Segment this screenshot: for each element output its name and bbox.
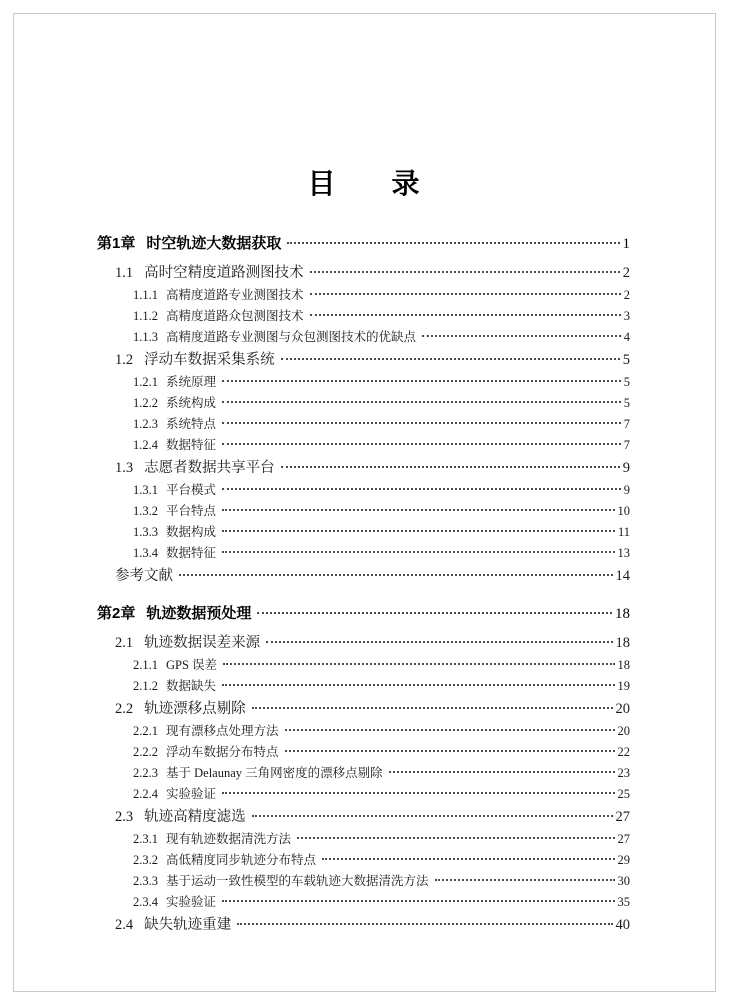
toc-entry-label — [133, 393, 216, 414]
toc-entry-label — [133, 655, 217, 676]
toc-entry-title: 数据特征 — [166, 438, 217, 452]
toc-entry-title: 实验验证 — [166, 787, 217, 801]
toc-entry-number: 第2章 — [97, 605, 136, 622]
dot-leader — [222, 684, 614, 686]
toc-row — [97, 850, 630, 871]
toc-entry-title: 实验验证 — [166, 895, 217, 909]
page-title: 目 录 — [307, 168, 420, 199]
dot-leader — [222, 422, 621, 424]
toc-entry-title: 数据特征 — [166, 546, 217, 560]
toc-entry-page: 30 — [617, 874, 630, 888]
dot-leader — [222, 488, 621, 490]
toc-row — [97, 721, 630, 742]
toc-entry-number: 1.1 — [115, 265, 134, 281]
toc-entry-page: 3 — [623, 309, 630, 323]
toc-entry-number: 2.2.4 — [133, 787, 158, 801]
toc-entry-label — [133, 372, 216, 393]
toc-row — [97, 285, 630, 306]
toc-entry-page: 18 — [615, 606, 630, 622]
toc-entry-label — [133, 522, 216, 543]
toc-entry-page: 7 — [623, 438, 630, 452]
toc-entry-number: 2.2.1 — [133, 724, 158, 738]
toc-entry-label — [133, 721, 279, 742]
dot-leader — [252, 707, 613, 709]
toc-entry-title: 现有漂移点处理方法 — [166, 724, 279, 738]
dot-leader — [297, 837, 614, 839]
toc-entry-label — [133, 763, 383, 784]
toc-entry-page: 23 — [617, 766, 630, 780]
toc-entry-number: 1.3.1 — [133, 483, 158, 497]
toc-row — [97, 913, 630, 937]
toc-entry-number: 1.2 — [115, 352, 134, 368]
toc-entry-page: 4 — [623, 330, 630, 344]
toc-entry-label — [115, 631, 260, 655]
toc-entry-page: 25 — [617, 787, 630, 801]
toc-entry-title: 高时空精度道路测图技术 — [144, 265, 304, 281]
dot-leader — [222, 509, 614, 511]
toc-entry-label — [133, 742, 279, 763]
toc-entry-label — [133, 285, 304, 306]
toc-entry-label — [115, 913, 231, 937]
dot-leader — [252, 815, 613, 817]
toc-entry-label — [133, 676, 216, 697]
toc-entry-label — [133, 480, 216, 501]
toc-entry-title: GPS 误差 — [166, 658, 218, 672]
toc-row — [97, 631, 630, 655]
toc-row — [97, 829, 630, 850]
dot-leader — [322, 858, 614, 860]
dot-leader — [222, 551, 614, 553]
toc-entry-number: 2.3.4 — [133, 895, 158, 909]
toc-entry-number: 2.3.2 — [133, 853, 158, 867]
toc-entry-label — [133, 543, 216, 564]
dot-leader — [222, 792, 614, 794]
toc-entry-label — [133, 892, 216, 913]
dot-leader — [257, 612, 612, 614]
toc-row — [97, 564, 630, 588]
toc-entry-number: 2.2 — [115, 701, 134, 717]
toc-entry-label — [115, 456, 275, 480]
toc-entry-page: 27 — [617, 832, 630, 846]
toc-row — [97, 261, 630, 285]
toc-row — [97, 414, 630, 435]
dot-leader — [310, 271, 620, 273]
toc-list — [97, 232, 630, 937]
toc-entry-label — [115, 805, 246, 829]
toc-entry-page: 5 — [623, 375, 630, 389]
dot-leader — [281, 466, 620, 468]
dot-leader — [222, 443, 621, 445]
toc-entry-number: 2.2.2 — [133, 745, 158, 759]
toc-entry-title: 轨迹漂移点剔除 — [144, 701, 246, 717]
toc-entry-label — [133, 829, 291, 850]
toc-entry-number: 1.2.3 — [133, 417, 158, 431]
toc-entry-title: 基于 Delaunay 三角网密度的漂移点剔除 — [166, 766, 383, 780]
toc-entry-page: 22 — [617, 745, 630, 759]
toc-entry-title: 高精度道路专业测图技术 — [166, 288, 304, 302]
toc-entry-page: 20 — [617, 724, 630, 738]
toc-entry-title: 系统构成 — [166, 396, 217, 410]
toc-entry-page: 2 — [622, 265, 630, 281]
toc-entry-page: 35 — [617, 895, 630, 909]
dot-leader — [237, 923, 612, 925]
toc-entry-title: 系统特点 — [166, 417, 217, 431]
toc-entry-number: 2.1 — [115, 635, 134, 651]
toc-entry-number: 1.3 — [115, 460, 134, 476]
toc-entry-number: 1.3.4 — [133, 546, 158, 560]
toc-entry-page: 13 — [617, 546, 630, 560]
dot-leader — [287, 242, 619, 244]
toc-entry-page: 20 — [615, 701, 630, 717]
toc-row — [97, 232, 630, 256]
toc-row — [97, 697, 630, 721]
toc-row — [97, 480, 630, 501]
toc-row — [97, 892, 630, 913]
toc-entry-page: 10 — [617, 504, 630, 518]
toc-entry-number: 1.1.2 — [133, 309, 158, 323]
toc-entry-title: 轨迹高精度滤选 — [144, 809, 246, 825]
toc-entry-page: 9 — [623, 483, 630, 497]
toc-entry-title: 高低精度同步轨迹分布特点 — [166, 853, 317, 867]
toc-entry-label — [115, 348, 275, 372]
toc-entry-label — [97, 602, 251, 626]
dot-leader — [222, 380, 621, 382]
dot-leader — [281, 358, 620, 360]
toc-entry-number: 1.1.3 — [133, 330, 158, 344]
toc-row — [97, 348, 630, 372]
toc-row — [97, 522, 630, 543]
toc-row — [97, 602, 630, 626]
toc-row — [97, 805, 630, 829]
toc-entry-number: 2.3.3 — [133, 874, 158, 888]
toc-row — [97, 543, 630, 564]
toc-entry-title: 基于运动一致性模型的车载轨迹大数据清洗方法 — [166, 874, 429, 888]
toc-entry-label — [115, 261, 304, 285]
dot-leader — [435, 879, 615, 881]
toc-entry-label — [97, 232, 281, 256]
toc-row — [97, 372, 630, 393]
toc-entry-title: 高精度道路专业测图与众包测图技术的优缺点 — [166, 330, 417, 344]
toc-content — [97, 0, 630, 937]
dot-leader — [222, 900, 614, 902]
toc-entry-page: 18 — [615, 635, 630, 651]
toc-row — [97, 306, 630, 327]
toc-entry-number: 2.1.2 — [133, 679, 158, 693]
dot-leader — [285, 729, 615, 731]
toc-row — [97, 655, 630, 676]
toc-entry-title: 参考文献 — [115, 568, 173, 584]
toc-entry-page: 29 — [617, 853, 630, 867]
toc-entry-number: 2.2.3 — [133, 766, 158, 780]
toc-entry-page: 18 — [617, 658, 630, 672]
toc-entry-number: 1.2.4 — [133, 438, 158, 452]
toc-entry-title: 浮动车数据分布特点 — [166, 745, 279, 759]
toc-entry-number: 1.3.3 — [133, 525, 158, 539]
toc-row — [97, 435, 630, 456]
toc-entry-page: 5 — [622, 352, 630, 368]
toc-entry-label — [133, 327, 416, 348]
dot-leader — [179, 574, 613, 576]
toc-entry-page: 11 — [617, 525, 630, 539]
toc-entry-title: 平台模式 — [166, 483, 217, 497]
toc-row — [97, 327, 630, 348]
toc-row — [97, 456, 630, 480]
toc-entry-label — [133, 871, 429, 892]
toc-entry-title: 平台特点 — [166, 504, 217, 518]
toc-row — [97, 501, 630, 522]
toc-entry-title: 数据缺失 — [166, 679, 217, 693]
toc-entry-number: 1.2.2 — [133, 396, 158, 410]
dot-leader — [422, 335, 621, 337]
toc-entry-page: 14 — [615, 568, 630, 584]
dot-leader — [266, 641, 612, 643]
toc-entry-number: 2.4 — [115, 917, 134, 933]
toc-row — [97, 871, 630, 892]
toc-entry-label — [115, 564, 173, 588]
dot-leader — [310, 293, 621, 295]
toc-entry-number: 1.2.1 — [133, 375, 158, 389]
toc-entry-page: 19 — [617, 679, 630, 693]
toc-entry-page: 2 — [623, 288, 630, 302]
toc-row — [97, 784, 630, 805]
toc-entry-title: 高精度道路众包测图技术 — [166, 309, 304, 323]
toc-entry-title: 缺失轨迹重建 — [144, 917, 232, 933]
toc-entry-title: 时空轨迹大数据获取 — [146, 235, 282, 252]
dot-leader — [222, 530, 615, 532]
toc-entry-page: 1 — [622, 236, 630, 252]
dot-leader — [222, 401, 621, 403]
toc-entry-title: 浮动车数据采集系统 — [144, 352, 275, 368]
toc-entry-number: 1.1.1 — [133, 288, 158, 302]
toc-entry-number: 2.1.1 — [133, 658, 158, 672]
toc-entry-number: 1.3.2 — [133, 504, 158, 518]
toc-row — [97, 742, 630, 763]
toc-entry-page: 7 — [623, 417, 630, 431]
toc-entry-label — [133, 850, 316, 871]
dot-leader — [223, 663, 614, 665]
toc-entry-title: 现有轨迹数据清洗方法 — [166, 832, 292, 846]
toc-entry-label — [133, 784, 216, 805]
toc-entry-label — [133, 435, 216, 456]
toc-row — [97, 763, 630, 784]
toc-row — [97, 393, 630, 414]
toc-entry-title: 志愿者数据共享平台 — [144, 460, 275, 476]
toc-entry-label — [133, 414, 216, 435]
toc-entry-page: 9 — [622, 460, 630, 476]
toc-entry-title: 轨迹数据误差来源 — [144, 635, 261, 651]
toc-entry-label — [115, 697, 246, 721]
toc-entry-title: 数据构成 — [166, 525, 217, 539]
dot-leader — [310, 314, 621, 316]
toc-entry-label — [133, 501, 216, 522]
toc-entry-title: 轨迹数据预处理 — [146, 605, 252, 622]
toc-entry-number: 2.3.1 — [133, 832, 158, 846]
toc-entry-title: 系统原理 — [166, 375, 217, 389]
toc-row — [97, 676, 630, 697]
dot-leader — [285, 750, 615, 752]
toc-entry-label — [133, 306, 304, 327]
toc-entry-number: 2.3 — [115, 809, 134, 825]
toc-entry-page: 5 — [623, 396, 630, 410]
toc-entry-number: 第1章 — [97, 235, 136, 252]
toc-entry-page: 27 — [615, 809, 630, 825]
dot-leader — [389, 771, 615, 773]
toc-entry-page: 40 — [615, 917, 630, 933]
